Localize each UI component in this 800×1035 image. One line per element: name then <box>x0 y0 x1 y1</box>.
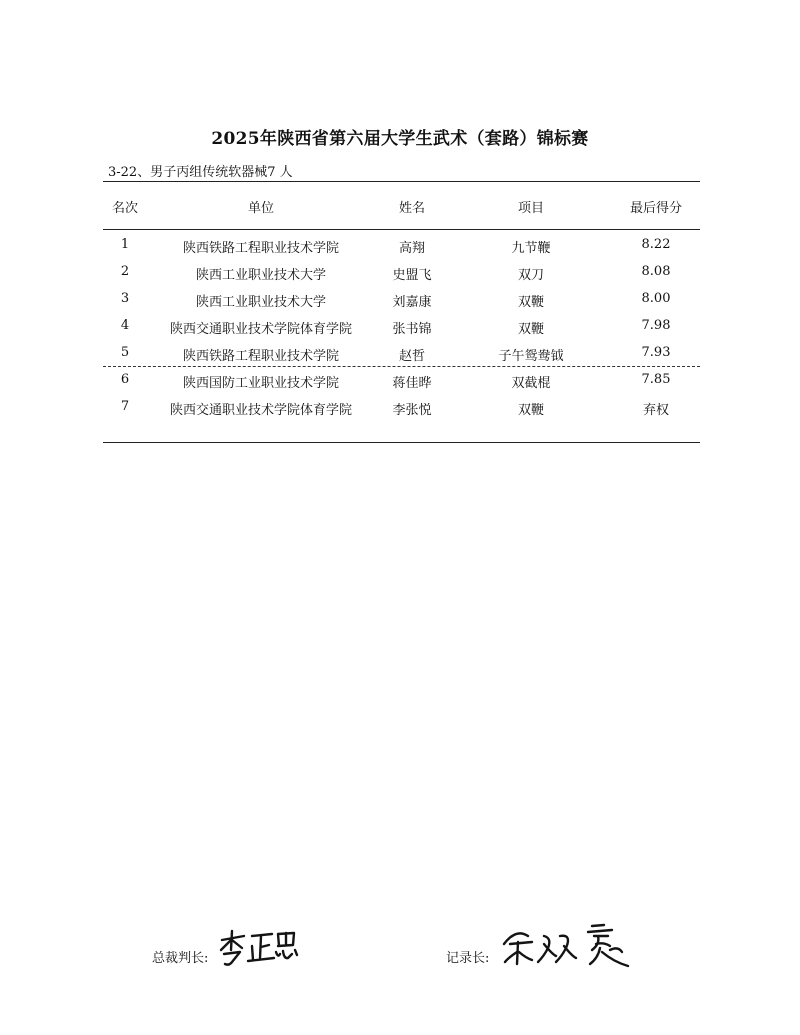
row-score: 弃权 <box>642 403 669 418</box>
row-rank: 3 <box>120 291 130 306</box>
chief-referee-signature <box>218 928 300 970</box>
row-unit: 陕西工业职业技术大学 <box>195 268 326 283</box>
row-name: 高翔 <box>398 241 425 256</box>
qualification-divider <box>103 366 700 367</box>
chief-referee-label: 总裁判长: <box>152 951 209 966</box>
top-rule <box>103 181 700 182</box>
row-rank: 1 <box>120 237 130 252</box>
bottom-rule <box>103 442 700 443</box>
row-score: 8.00 <box>641 291 671 306</box>
row-item: 双刀 <box>517 268 544 283</box>
row-name: 赵哲 <box>398 349 425 364</box>
header-score: 最后得分 <box>629 201 682 216</box>
row-name: 张书锦 <box>392 322 432 337</box>
row-item: 子午鸳鸯钺 <box>498 349 564 364</box>
header-unit: 单位 <box>247 201 274 216</box>
row-name: 刘嘉康 <box>392 295 432 310</box>
row-unit: 陕西铁路工程职业技术学院 <box>182 349 339 364</box>
row-rank: 7 <box>120 399 130 414</box>
row-rank: 5 <box>120 345 130 360</box>
row-rank: 2 <box>120 264 130 279</box>
row-name: 李张悦 <box>392 403 432 418</box>
row-score: 7.93 <box>641 345 671 360</box>
row-unit: 陕西工业职业技术大学 <box>195 295 326 310</box>
row-score: 7.85 <box>641 372 671 387</box>
row-score: 7.98 <box>641 318 671 333</box>
row-item: 双鞭 <box>517 295 544 310</box>
header-item: 项目 <box>517 201 544 216</box>
header-name: 姓名 <box>398 201 425 216</box>
row-item: 九节鞭 <box>511 241 551 256</box>
row-unit: 陕西国防工业职业技术学院 <box>182 376 339 391</box>
row-item: 双截棍 <box>511 376 551 391</box>
row-name: 蒋佳晔 <box>392 376 432 391</box>
row-score: 8.08 <box>641 264 671 279</box>
document-title: 2025年陕西省第六届大学生武术（套路）锦标赛 <box>211 129 589 149</box>
header-rule <box>103 229 700 230</box>
header-rank: 名次 <box>111 201 138 216</box>
row-unit: 陕西交通职业技术学院体育学院 <box>169 403 352 418</box>
row-rank: 6 <box>120 372 130 387</box>
row-unit: 陕西交通职业技术学院体育学院 <box>169 322 352 337</box>
row-unit: 陕西铁路工程职业技术学院 <box>182 241 339 256</box>
event-subtitle: 3-22、男子丙组传统软器械7 人 <box>108 165 293 180</box>
row-score: 8.22 <box>641 237 671 252</box>
recorder-label: 记录长: <box>446 951 490 966</box>
row-rank: 4 <box>120 318 130 333</box>
row-item: 双鞭 <box>517 322 544 337</box>
recorder-signature <box>500 922 634 972</box>
row-item: 双鞭 <box>517 403 544 418</box>
row-name: 史盟飞 <box>392 268 432 283</box>
